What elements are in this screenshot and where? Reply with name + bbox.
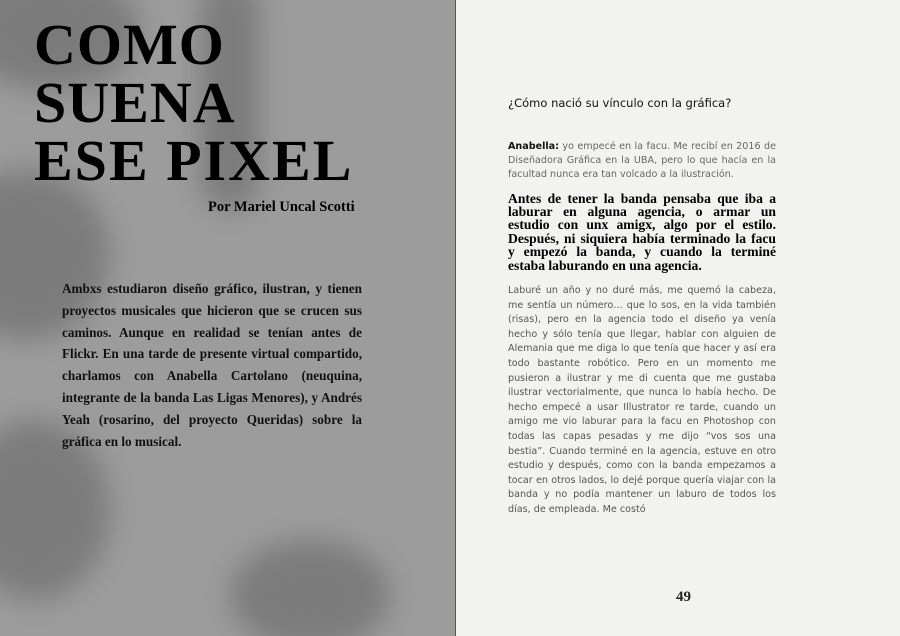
article-title (34, 12, 354, 193)
title-line: COMO (34, 12, 225, 77)
right-page (508, 96, 776, 518)
answer-text: yo empecé en la facu. Me recibí en 2016 de Diseñadora Gráfica en la UBA, pero lo que hacía en la facultad nunca era tan volcado a la ilustración. (508, 141, 776, 181)
title-line: SUENA (34, 70, 236, 135)
answer-paragraph (508, 140, 776, 183)
speaker-name: Anabella: (508, 141, 559, 152)
interview-question: ¿Cómo nació su vínculo con la gráfica? (508, 96, 732, 110)
intro-paragraph: Ambxs estudiaron diseño gráfico, ilustran, y tienen proyectos musicales que hicieron que se crucen sus caminos. Aunque en realidad se tenían antes de Flickr. En una tarde de presente virtual compartido, charlamos con Anabella Cartolano (neuquina, integrante de la banda Las Ligas Menores), y Andrés Yeah (rosarino, del proyecto Queridas) sobre la gráfica en lo musical. (62, 281, 362, 449)
page-number: 49 (676, 589, 691, 605)
answer-paragraph: Laburé un año y no duré más, me quemó la cabeza, me sentía un número… que lo sos, en la vida también (risas), pero en la agencia todo el diseño ya venía hecho y sólo tenía que llegar, hablar con alguien de Alemania que me diga lo que tenía que hacer y así era todo bastante robótico. Pero en un momento me pusieron a ilustrar y me di cuenta que me gustaba ilustrar vectorialmente, que nunca lo había hecho. De hecho empecé a usar Illustrator re tarde, cuando un amigo me vio laburar para la facu en Photoshop con todas las capas pesadas y me dijo “vos sos una bestia”. Cuando terminé en la agencia, estuve en otro estudio y después, como con la banda empezamos a tocar en otros lados, lo dejé porque quería viajar con la banda y no podía mantener un laburo de todos los días, de empleada. Me costó (508, 285, 776, 515)
pull-quote: Antes de tener la banda pensaba que iba a laburar en alguna agencia, o armar un estudio con unx amigx, algo por el estilo. Después, ni siquiera había terminado la facu y empezó la banda, y cuando la terminé estaba laburando en una agencia. (508, 190, 776, 273)
page-gutter (455, 0, 456, 636)
byline: Por Mariel Uncal Scotti (208, 199, 355, 215)
title-line: ESE PIXEL (34, 128, 354, 193)
background-blur-shape (230, 540, 390, 636)
